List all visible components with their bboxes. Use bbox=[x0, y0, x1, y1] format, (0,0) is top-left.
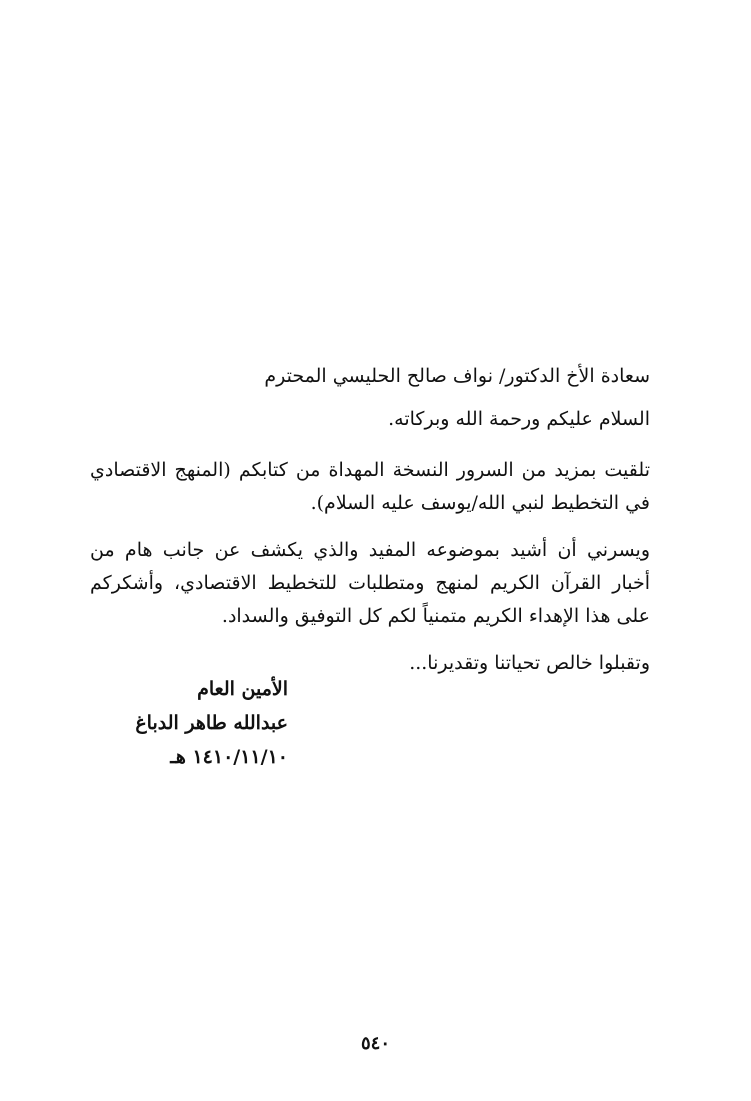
page-number: ٥٤٠ bbox=[360, 1033, 390, 1054]
signature-name: عبدالله طاهر الدباغ bbox=[135, 712, 288, 734]
signature-block bbox=[88, 672, 288, 774]
signature-date: ١٤١٠/١١/١٠ هـ bbox=[170, 746, 288, 768]
signature-title: الأمين العام bbox=[197, 678, 288, 700]
letter-body bbox=[90, 360, 650, 680]
letter-closing: وتقبلوا خالص تحياتنا وتقديرنا... bbox=[409, 652, 650, 674]
letter-greeting: السلام عليكم ورحمة الله وبركاته. bbox=[388, 408, 650, 430]
letter-paragraph-2: ويسرني أن أشيد بموضوعه المفيد والذي يكشف عن جانب هام من أخبار القرآن الكريم لمنهج ومتطلبات للتخطيط الاقتصادي، وأشكركم على هذا الإهداء الكريم متمنياً لكم كل التوفيق والسداد. bbox=[90, 539, 650, 627]
letter-salutation: سعادة الأخ الدكتور/ نواف صالح الحليسي المحترم bbox=[264, 365, 650, 387]
letter-paragraph-1: تلقيت بمزيد من السرور النسخة المهداة من كتابكم (المنهج الاقتصادي في التخطيط لنبي الله/يوسف عليه السلام). bbox=[90, 459, 650, 514]
